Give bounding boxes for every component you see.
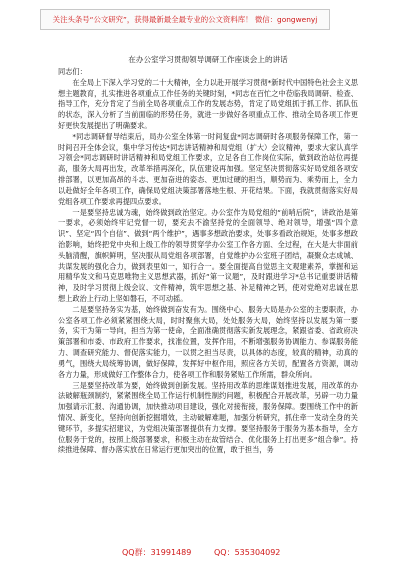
salutation: 同志们： xyxy=(58,67,87,76)
document-title: 在办公室学习贯彻领导调研工作座谈会上的讲话 xyxy=(128,55,288,64)
qq-contact-number: QQ：535304092 xyxy=(214,548,281,557)
paragraph-followup: *同志调研督导结束后，局办公室全体第一时间复盘*同志调研时各项服务保障工作，第一时间召开全体会议，集中学习传达*同志讲话精神和局党组（扩大）会议精神，要求大家认真学习领会*同志调研时讲话精神和局党组工作要求，立足各自工作岗位实际，做到政治站位再提高，服务大局再出发，改革举措再深化，队伍建设再加强。坚定坚决贯彻落实好局党组各项安排部署，以更加高昂的斗志、更加奋进的姿态、更加过硬的担当，顺势而为、乘势而上，全力以赴做好全年各项工作，确保局党组决策部署落地生根、开花结果。下面，我就贯彻落实好局党组各项工作要求再提四点要求。 xyxy=(58,131,358,206)
promo-banner: 关注头条号“公文研究”，获得最新最全最专业的公文资料库！ 微信：gongwenyj xyxy=(40,9,330,30)
paragraph-point-one: 一是要坚持忠诚为魂，始终做到政治坚定。办公室作为局党组的“前哨后院”，讲政治是第一要求，必须始终牢记党督一切，要充去不渝坚持党的全面领导、绝对领导，增强“四个意识”、坚定“四个自信”、做到“两个维护”，遇事多想政治要求，处事多看政治规矩，处事多想政治影响，始终把党中央和上级工作的领导贯穿学办公室工作各方面、全过程，在大是大非面前头脑清醒，旗帜鲜明，坚决服从局党组各项部署，自觉维护办公室班子团结，凝聚众志成城、共谋发展的强化合力，做到表里如一，知行合一。要全面提高自觉思主文观建素养，掌握和运用精华发文和马克思唯物主义思想武器，抓好“第一议题”，及时跟进学习*总书记重要讲话精神，及时学习贯彻上级会议、文件精神，筑牢思想之基、补足精神之钙，使对党绝对忠诚在思想上政治上行动上坚如磐石，不可动摇。 xyxy=(58,207,358,304)
contact-footer xyxy=(0,546,408,560)
paragraph-point-three: 三是要坚持改革为要，始终做到创新发展。坚持用改革的思维谋划推进发展，用改革的办法破解瓶颈制约，紧紧围绕全局工作运行机制性制约问题，积极配合开展改革，另辟一功力量加强请示汇报、沟通协调，加快推动项目建设，强化对接衔接，服务保障。要围绕工作中的新情况、新变化，坚持向创新挖掘增效，主动破解难题，加强分析研究，抓住牵一发动全身的关键环节，多提实招建议，为党组决策部署提供有力支撑。要坚持服务于服务为基本指导，全方位服务于党的，按照上级部署要求，积极主动在故管结合、优化服务上打出更多“组合拳”。持续推进保障、督办落实放在日常运行更加突出的位置，敢于担当，务 xyxy=(58,380,358,455)
qq-group-number: QQ群：31991489 xyxy=(122,548,192,557)
paragraph-intro: 在全局上下深入学习党的二十大精神，全力以赴开展学习贯彻*新时代中国特色社会主义思想主题教育，扎实推进各项重点工作任务的关键时刻，*同志在百忙之中莅临我局调研、检查、指导工作，充分肯定了当前全局各项重点工作的发展态势，肯定了局党组抓于抓工作、抓队伍的状态，深入分析了当前面临的形势任务，就进一步做好各项重点工作、推动全局各项工作更好更快发展提出了明确要求。 xyxy=(58,77,358,131)
speech-document xyxy=(58,54,358,456)
paragraph-point-two: 二是要坚持务实为基，始终做到奋发有为。围绕中心、服务大局是办公室的主要职责，办公室各项工作必须紧紧围绕大局，时时聚焦大局，处处服务大局，始终坚持以发展为第一要务，实干为第一导向，担当为第一使命，全面准确贯彻落实新发展理念，紧跟省委、省政府决策部署和市委、市政府工作要求，找准位置，发挥作用，不断增强服务协调能力、参谋服务能力、调查研究能力、督促落实能力，一以贯之担当尽责，以具体的态度，较真的精神，动真的勇气，围绕大局统筹协调，做好保障，发挥好中枢作用，照应各方关切，配置各方资源，调动各方力量，形成做好工作整体合力，使各项工作和服务紧贴工作所需，群众所向。 xyxy=(58,304,358,379)
